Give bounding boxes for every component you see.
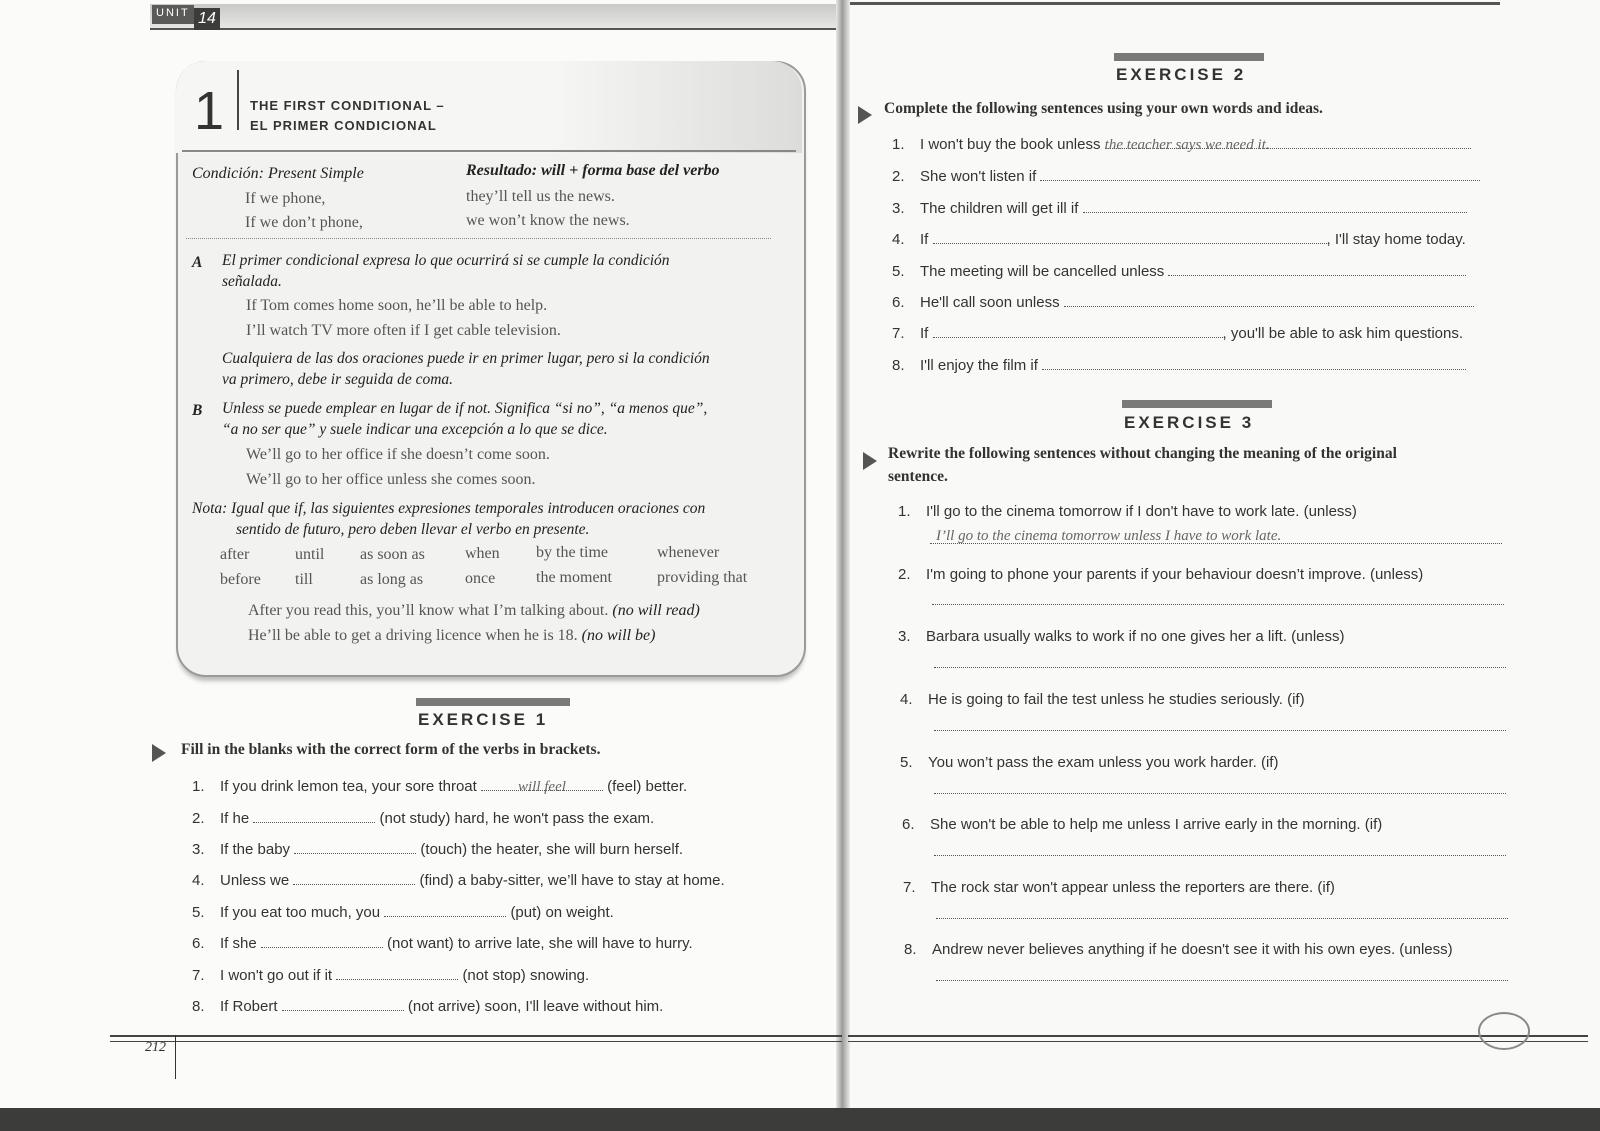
expr-till: till [295, 571, 313, 588]
item-number: 7. [192, 967, 205, 984]
item-suffix: , I'll stay home today. [1326, 231, 1466, 248]
item-number: 4. [192, 872, 205, 889]
section-a-line-1: El primer condicional expresa lo que ocurrirá si se cumple la condición [222, 252, 670, 269]
answer-blank[interactable] [481, 778, 603, 795]
item-prompt: Andrew never believes anything if he doesn't see it with his own eyes. (unless) [932, 941, 1453, 958]
item-hint: (not want) to arrive late, she will have to hurry. [387, 935, 693, 952]
exercise-3-instruction-line-2: sentence. [888, 468, 948, 485]
exercise-3-answer-line-5[interactable] [934, 793, 1506, 794]
section-a-example-2: I’ll watch TV more often if I get cable television. [246, 322, 561, 339]
exercise-3-answer-line-1[interactable] [930, 527, 1502, 544]
item-prompt: He'll call soon unless [920, 294, 1060, 311]
item-number: 8. [892, 357, 905, 374]
final-example-1 [248, 602, 700, 620]
exercise-1-item-1 [192, 778, 687, 795]
item-prompt: If [920, 325, 929, 342]
stamp-mark-icon [1478, 1012, 1530, 1050]
final-example-2-text: He’ll be able to get a driving licence when he is 18. [248, 627, 578, 644]
exercise-1-item-6 [192, 935, 693, 952]
exercise-3-answer-line-3[interactable] [934, 667, 1506, 668]
header-rule-right [850, 2, 1500, 5]
answer-blank[interactable] [1168, 263, 1466, 276]
expr-whenever: whenever [657, 544, 720, 561]
expr-as-soon-as: as soon as [360, 546, 425, 563]
exercise-2-banner [1114, 53, 1264, 61]
answer-blank[interactable] [293, 872, 415, 885]
exercise-2-item-7 [892, 325, 1463, 342]
exercise-3-instruction-line-1: Rewrite the following sentences without changing the meaning of the original [888, 445, 1397, 462]
answer-blank[interactable] [294, 841, 416, 854]
page-number: 212 [145, 1040, 166, 1055]
exercise-3-item-4 [900, 691, 1305, 708]
item-suffix: , you'll be able to ask him questions. [1222, 325, 1464, 342]
item-prompt: If you eat too much, you [220, 904, 381, 921]
exercise-1-item-7 [192, 967, 589, 984]
example-condition-2: If we don’t phone, [245, 214, 363, 231]
item-hint: (find) a baby-sitter, we’ll have to stay at home. [419, 872, 725, 889]
grammar-box-title [250, 96, 445, 136]
answer-blank[interactable] [261, 935, 383, 948]
answer-blank[interactable] [336, 967, 458, 980]
exercise-1-item-4 [192, 872, 725, 889]
page-number-divider [175, 1035, 176, 1079]
exercise-1-title: EXERCISE 1 [418, 710, 549, 729]
item-prompt: The rock star won't appear unless the reporters are there. (if) [931, 879, 1335, 896]
item-number: 1. [892, 136, 905, 153]
section-b-example-2: We’ll go to her office unless she comes soon. [246, 471, 536, 488]
nota-line-1: Nota: Igual que if, las siguientes expresiones temporales introducen oraciones con [192, 500, 706, 517]
exercise-2-item-8 [892, 357, 1466, 374]
exercise-3-title: EXERCISE 3 [1124, 413, 1255, 432]
footer-rule-left [110, 1035, 842, 1037]
expr-by-the-time: by the time [536, 544, 608, 561]
exercise-1-item-5 [192, 904, 614, 921]
item-prompt: She won't be able to help me unless I arrive early in the morning. (if) [930, 816, 1383, 833]
answer-blank[interactable] [933, 231, 1327, 244]
exercise-3-answer-line-4[interactable] [934, 730, 1506, 731]
note-comma-line-1: Cualquiera de las dos oraciones puede ir en primer lugar, pero si la condición [222, 350, 710, 367]
item-number: 3. [892, 200, 905, 217]
item-prompt: He is going to fail the test unless he studies seriously. (if) [928, 691, 1305, 708]
exercise-1-item-3 [192, 841, 683, 858]
item-prompt: You won’t pass the exam unless you work harder. (if) [928, 754, 1279, 771]
item-number: 4. [900, 691, 913, 708]
final-example-2 [248, 627, 655, 645]
title-line-2: EL PRIMER CONDICIONAL [250, 118, 437, 133]
section-b-line-2: “a no ser que” y suele indicar una excepción a lo que se dice. [222, 421, 608, 438]
exercise-1-item-8 [192, 998, 663, 1015]
exercise-1-item-2 [192, 810, 654, 827]
exercise-2-item-4 [892, 231, 1466, 248]
exercise-3-banner [1122, 400, 1272, 408]
book-spine [836, 0, 850, 1112]
expr-before: before [220, 571, 261, 588]
expr-until: until [295, 546, 325, 563]
item-number: 8. [192, 998, 205, 1015]
section-b-line-1: Unless se puede emplear en lugar de if not. Significa “si no”, “a menos que”, [222, 400, 708, 417]
exercise-2-item-6 [892, 294, 1474, 311]
exercise-3-item-5 [900, 754, 1278, 771]
result-heading: Resultado: will + forma base del verbo [466, 162, 720, 179]
exercise-3-item-2 [898, 566, 1423, 583]
item-prompt: She won't listen if [920, 168, 1037, 185]
final-example-1-note: (no will read) [612, 602, 700, 619]
item-number: 7. [903, 879, 916, 896]
item-hint: (not study) hard, he won't pass the exam. [379, 810, 655, 827]
item-hint: (feel) better. [607, 778, 688, 795]
unit-label: UNIT [152, 5, 194, 24]
exercise-1-instruction: Fill in the blanks with the correct form of the verbs in brackets. [181, 741, 601, 758]
item-number: 4. [892, 231, 905, 248]
item-number: 3. [192, 841, 205, 858]
answer-blank[interactable] [1104, 136, 1471, 153]
exercise-1-banner [416, 698, 570, 706]
header-rule [150, 28, 836, 30]
exercise-2-item-3 [892, 200, 1467, 217]
expr-providing-that: providing that [657, 569, 748, 586]
section-a-line-2: señalada. [222, 273, 282, 290]
item-prompt: If the baby [220, 841, 291, 858]
footer-rule-right [848, 1035, 1588, 1037]
item-hint: (not stop) snowing. [462, 967, 590, 984]
exercise-3-answer-line-6[interactable] [934, 855, 1506, 856]
exercise-3-item-1 [898, 503, 1357, 520]
item-prompt: The meeting will be cancelled unless [920, 263, 1165, 280]
answer-blank[interactable] [1064, 294, 1474, 307]
title-line-1: THE FIRST CONDITIONAL – [250, 98, 445, 113]
item-prompt: If he [220, 810, 250, 827]
item-number: 1. [192, 778, 205, 795]
example-result-2: we won’t know the news. [466, 212, 630, 229]
exercise-2-item-5 [892, 263, 1466, 280]
section-a-example-1: If Tom comes home soon, he’ll be able to help. [246, 297, 548, 314]
expr-as-long-as: as long as [360, 571, 424, 588]
exercise-3-answer-line-7[interactable] [936, 918, 1508, 919]
header-band [150, 4, 836, 28]
item-prompt: I'm going to phone your parents if your behaviour doesn’t improve. (unless) [926, 566, 1424, 583]
answer-text: will feel [518, 779, 566, 795]
box-dotted-rule [186, 238, 771, 239]
footer-rule-left-thin [110, 1041, 842, 1042]
item-prompt: If Robert [220, 998, 278, 1015]
instruction-arrow-icon [858, 106, 872, 124]
item-prompt: I won't buy the book unless [920, 136, 1101, 153]
exercise-2-title: EXERCISE 2 [1116, 65, 1247, 84]
example-condition-1: If we phone, [245, 190, 326, 207]
scanner-edge [0, 1108, 1600, 1131]
footer-rule-right-thin [848, 1041, 1588, 1042]
item-hint: (put) on weight. [510, 904, 614, 921]
unit-number: 14 [194, 8, 220, 30]
item-number: 2. [892, 168, 905, 185]
item-number: 2. [898, 566, 911, 583]
exercise-2-item-1 [892, 136, 1471, 153]
expr-when: when [465, 545, 500, 562]
answer-blank[interactable] [384, 904, 506, 917]
section-b-example-1: We’ll go to her office if she doesn’t come soon. [246, 446, 550, 463]
item-number: 2. [192, 810, 205, 827]
item-number: 8. [904, 941, 917, 958]
item-number: 7. [892, 325, 905, 342]
section-b-letter: B [192, 402, 203, 419]
exercise-3-answer-line-2[interactable] [932, 604, 1504, 605]
answer-blank[interactable] [1040, 168, 1480, 181]
item-number: 5. [192, 904, 205, 921]
exercise-2-instruction: Complete the following sentences using your own words and ideas. [884, 100, 1323, 117]
exercise-3-item-3 [898, 628, 1345, 645]
item-prompt: Unless we [220, 872, 290, 889]
item-number: 6. [902, 816, 915, 833]
answer-text: I’ll go to the cinema tomorrow unless I have to work late. [936, 528, 1282, 544]
exercise-3-answer-line-8[interactable] [936, 980, 1508, 981]
exercise-3-item-6 [902, 816, 1382, 833]
item-prompt: If [920, 231, 929, 248]
grammar-box-number: 1 [194, 81, 225, 141]
answer-blank[interactable] [933, 325, 1223, 338]
condition-heading: Condición: Present Simple [192, 165, 364, 182]
example-result-1: they’ll tell us the news. [466, 188, 615, 205]
answer-text: the teacher says we need it. [1104, 137, 1270, 153]
instruction-arrow-icon [152, 744, 166, 762]
final-example-1-text: After you read this, you’ll know what I’m talking about. [248, 602, 609, 619]
item-prompt: Barbara usually walks to work if no one gives her a lift. (unless) [926, 628, 1345, 645]
instruction-arrow-icon [863, 452, 877, 470]
nota-line-2: sentido de futuro, pero deben llevar el verbo en presente. [236, 521, 590, 538]
item-number: 5. [892, 263, 905, 280]
note-comma-line-2: va primero, debe ir seguida de coma. [222, 371, 454, 388]
answer-blank[interactable] [1042, 357, 1466, 370]
answer-blank[interactable] [253, 810, 375, 823]
item-prompt: If she [220, 935, 257, 952]
final-example-2-note: (no will be) [581, 627, 656, 644]
item-prompt: I'll enjoy the film if [920, 357, 1038, 374]
item-prompt: I won't go out if it [220, 967, 333, 984]
item-hint: (not arrive) soon, I'll leave without him. [407, 998, 664, 1015]
box-header-rule [182, 150, 796, 152]
item-number: 6. [892, 294, 905, 311]
item-number: 3. [898, 628, 911, 645]
item-number: 5. [900, 754, 913, 771]
section-a-letter: A [192, 254, 203, 271]
exercise-3-item-8 [904, 941, 1453, 958]
expr-once: once [465, 570, 496, 587]
item-number: 6. [192, 935, 205, 952]
item-prompt: I'll go to the cinema tomorrow if I don't have to work late. (unless) [926, 503, 1357, 520]
answer-blank[interactable] [1083, 200, 1467, 213]
exercise-2-item-2 [892, 168, 1480, 185]
item-prompt: If you drink lemon tea, your sore throat [220, 778, 477, 795]
item-hint: (touch) the heater, she will burn herself. [420, 841, 684, 858]
grammar-box-divider [237, 70, 239, 130]
exercise-3-item-7 [903, 879, 1335, 896]
item-number: 1. [898, 503, 911, 520]
answer-blank[interactable] [282, 998, 404, 1011]
expr-after: after [220, 546, 250, 563]
item-prompt: The children will get ill if [920, 200, 1079, 217]
expr-the-moment: the moment [536, 569, 612, 586]
